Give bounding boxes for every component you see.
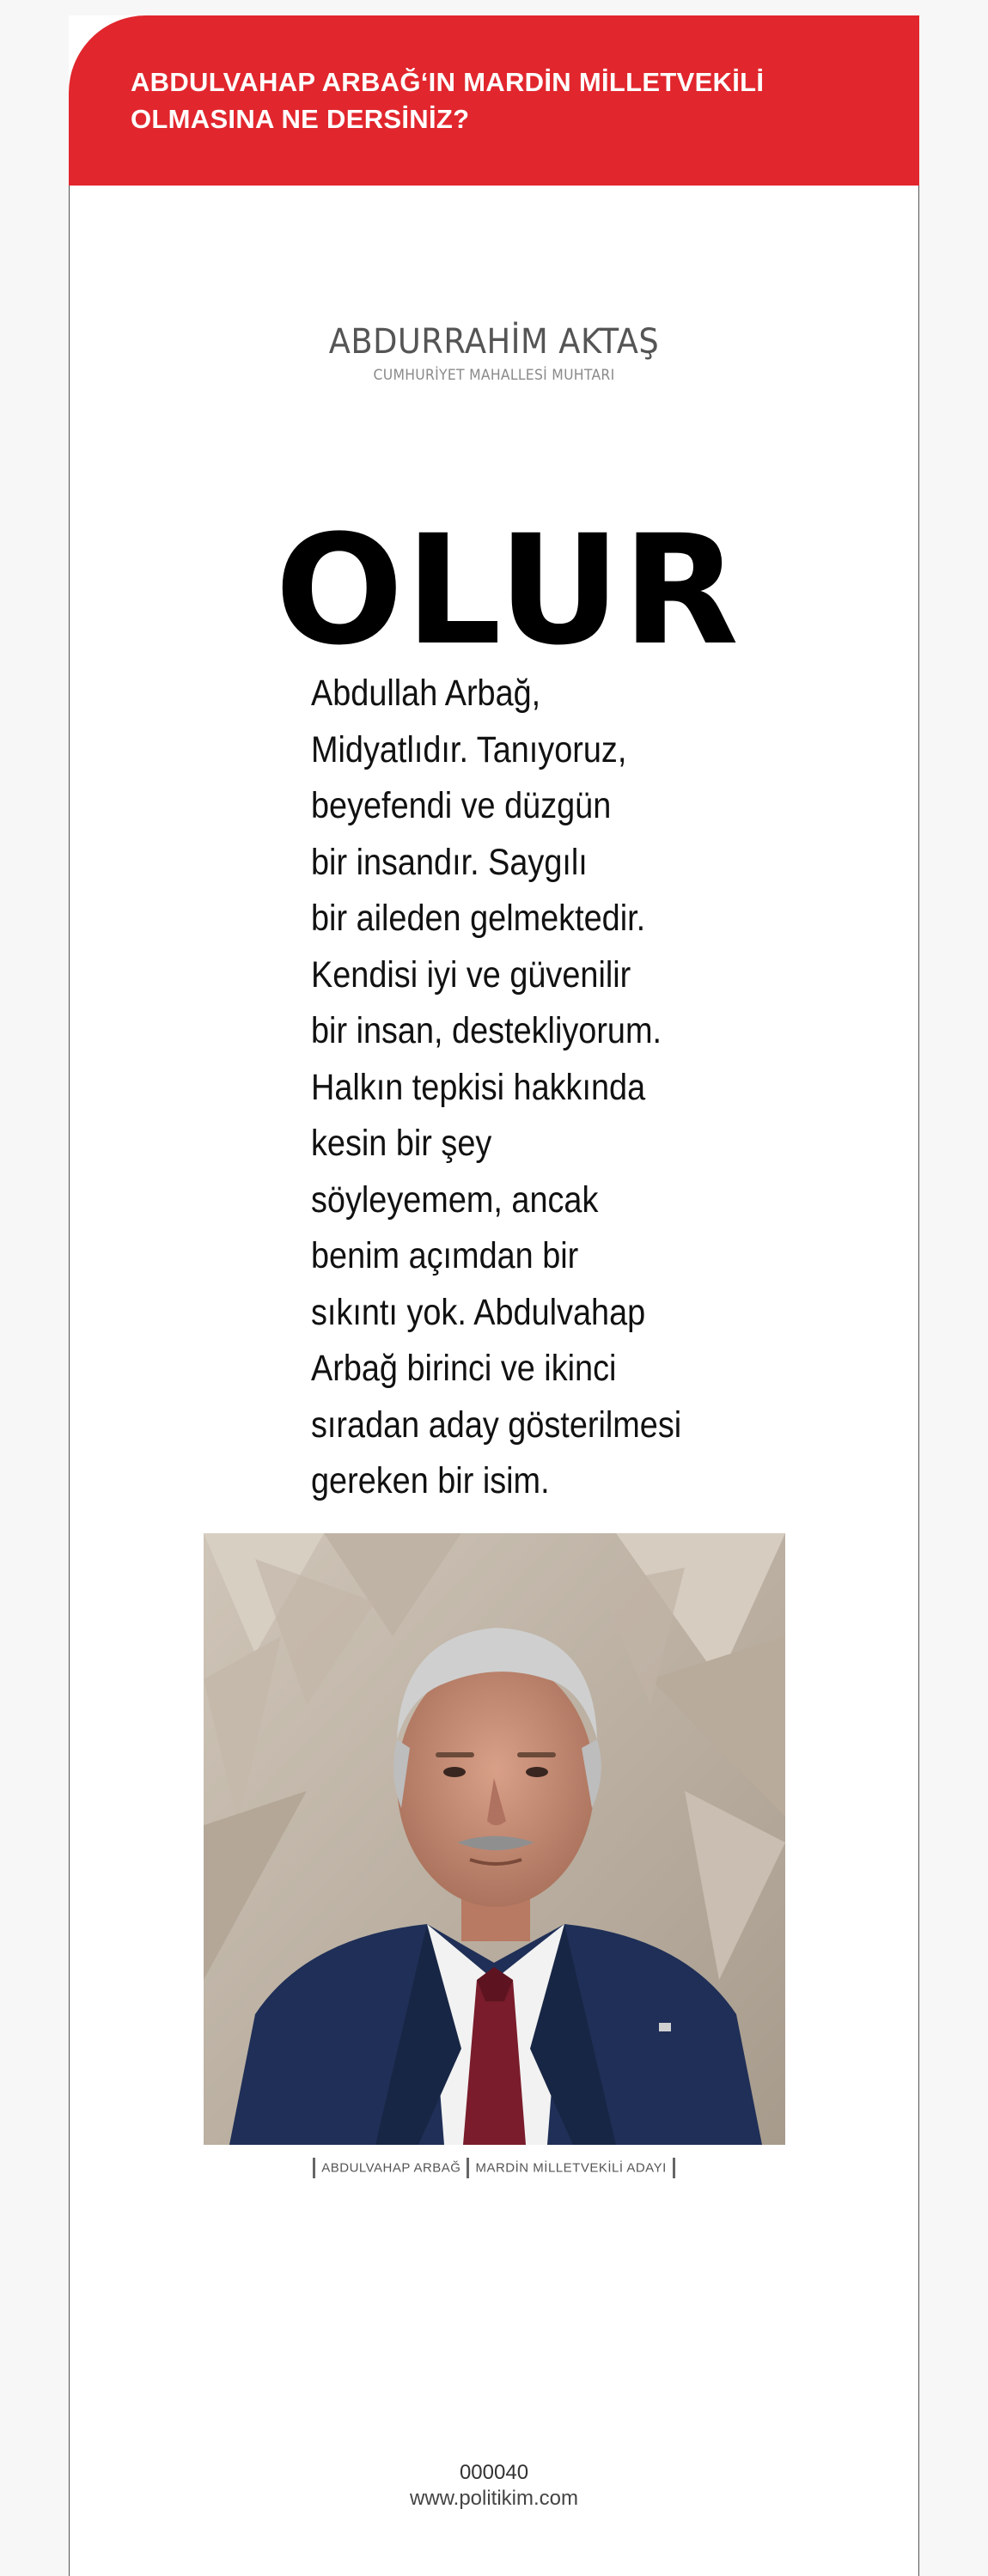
question-header [69, 15, 919, 186]
question-title: ABDULVAHAP ARBAĞ‘IN MARDİN MİLLETVEKİLİ OLMASINA NE DERSİNİZ? [131, 67, 765, 134]
page-number: 000040 [459, 2461, 529, 2484]
right-border-line [918, 186, 919, 2576]
candidate-photo [204, 1533, 785, 2145]
caption-name: ABDULVAHAP ARBAĞ [321, 2160, 461, 2176]
caption-title: MARDİN MİLLETVEKİLİ ADAYI [475, 2160, 667, 2176]
answer-body-text: Abdullah Arbağ, Midyatlıdır. Tanıyoruz, beyefendi ve düzgün bir insandır. Saygılı bir aileden gelmektedir. Kendisi iyi ve güvenilir bir insan, destekliyorum. Halkın tepkisi hakkında kesin bir şey söyleyemem, ancak benim açımdan bir sıkıntı yok. Abdulvahap Arbağ birinci ve ikinci sıradan aday gösterilmesi gereken bir isim. [311, 673, 682, 1501]
author-role: CUMHURİYET MAHALLESİ MUHTARI [373, 367, 615, 384]
author-name: ABDURRAHİM AKTAŞ [328, 322, 660, 362]
author-block [69, 322, 919, 384]
page-footer [69, 2460, 919, 2512]
caption-divider [313, 2158, 315, 2178]
website-link[interactable]: www.politikim.com [409, 2487, 579, 2510]
photo-caption [69, 2158, 919, 2178]
caption-divider [673, 2158, 675, 2178]
left-border-line [69, 186, 70, 2576]
answer-headline: OLUR [275, 502, 741, 679]
caption-divider [467, 2158, 469, 2178]
